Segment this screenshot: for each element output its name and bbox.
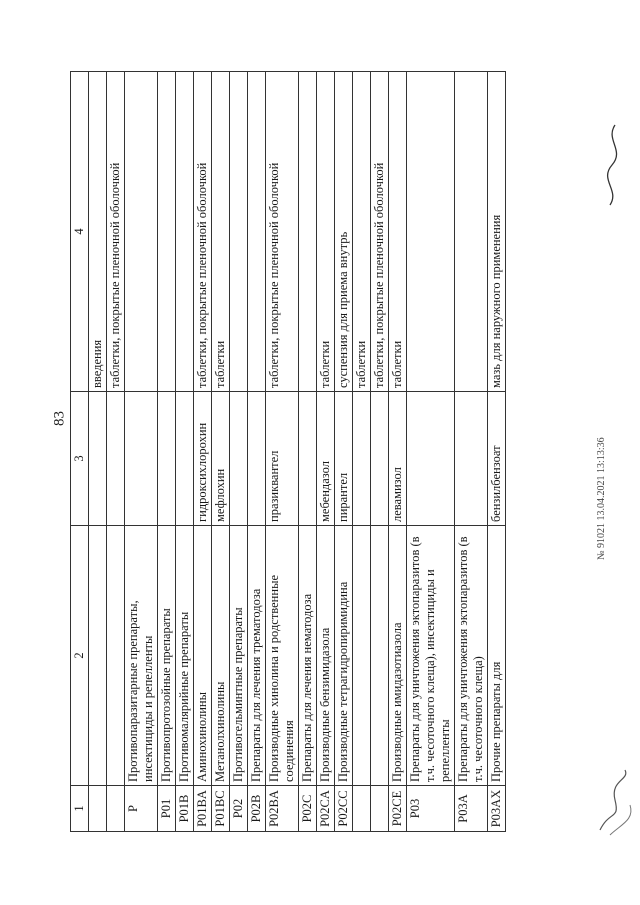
cell-form xyxy=(176,72,194,392)
table-row xyxy=(299,72,317,832)
cell-form: таблетки, покрытые пленочной оболочкой xyxy=(371,72,389,392)
table-row xyxy=(335,72,353,832)
cell-group: Производные бензимидазола xyxy=(317,526,335,786)
column-header: 3 xyxy=(71,392,89,526)
column-header: 2 xyxy=(71,526,89,786)
cell-code: P02BA xyxy=(266,786,299,832)
cell-group: Противопаразитарные препараты, инсектициды и репелленты xyxy=(125,526,158,786)
document-stamp-footer: № 91021 13.04.2021 13:13:36 xyxy=(596,437,607,560)
cell-group: Противомалярийные препараты xyxy=(176,526,194,786)
table-row xyxy=(266,72,299,832)
stamp-mark xyxy=(590,760,640,840)
cell-group xyxy=(89,526,107,786)
cell-group: Препараты для уничтожения эктопаразитов (в т.ч. чесоточного клеща) xyxy=(455,526,488,786)
cell-form: таблетки xyxy=(212,72,230,392)
cell-form: таблетки xyxy=(389,72,407,392)
cell-code: P02CA xyxy=(317,786,335,832)
cell-code xyxy=(371,786,389,832)
column-header: 1 xyxy=(71,786,89,832)
table-row xyxy=(488,72,506,832)
cell-code: P03AX xyxy=(488,786,506,832)
cell-form xyxy=(230,72,248,392)
table-row xyxy=(89,72,107,832)
table-body xyxy=(89,72,506,832)
cell-form: таблетки, покрытые пленочной оболочкой xyxy=(107,72,125,392)
cell-code xyxy=(353,786,371,832)
cell-inn xyxy=(248,392,266,526)
table-row xyxy=(194,72,212,832)
cell-form: суспензия для приема внутрь xyxy=(335,72,353,392)
cell-group xyxy=(371,526,389,786)
table-row xyxy=(248,72,266,832)
cell-inn xyxy=(407,392,455,526)
cell-inn xyxy=(89,392,107,526)
cell-code: P01B xyxy=(176,786,194,832)
cell-inn: мебендазол xyxy=(317,392,335,526)
cell-form xyxy=(125,72,158,392)
cell-group: Производные хинолина и родственные соединения xyxy=(266,526,299,786)
signature-mark xyxy=(600,120,630,210)
cell-group: Производные тетрагидропиримидина xyxy=(335,526,353,786)
table-row xyxy=(371,72,389,832)
cell-form: мазь для наружного применения xyxy=(488,72,506,392)
cell-code: P02B xyxy=(248,786,266,832)
cell-code: P02 xyxy=(230,786,248,832)
cell-form: таблетки xyxy=(317,72,335,392)
cell-form xyxy=(455,72,488,392)
drug-table xyxy=(70,71,506,832)
cell-inn: празиквантел xyxy=(266,392,299,526)
cell-group: Производные имидазотиазола xyxy=(389,526,407,786)
cell-inn: гидроксихлорохин xyxy=(194,392,212,526)
cell-inn xyxy=(125,392,158,526)
cell-inn: мефлохин xyxy=(212,392,230,526)
table-row xyxy=(176,72,194,832)
table-row xyxy=(107,72,125,832)
cell-group: Прочие препараты для xyxy=(488,526,506,786)
cell-group xyxy=(107,526,125,786)
cell-inn xyxy=(158,392,176,526)
table-row xyxy=(317,72,335,832)
cell-group xyxy=(353,526,371,786)
cell-group: Аминохинолины xyxy=(194,526,212,786)
cell-form xyxy=(299,72,317,392)
cell-code: P xyxy=(125,786,158,832)
cell-form: таблетки xyxy=(353,72,371,392)
table-row xyxy=(212,72,230,832)
cell-form: введения xyxy=(89,72,107,392)
cell-form xyxy=(248,72,266,392)
cell-form xyxy=(158,72,176,392)
cell-form xyxy=(407,72,455,392)
cell-code: P01BC xyxy=(212,786,230,832)
cell-group: Противопротозойные препараты xyxy=(158,526,176,786)
cell-inn xyxy=(371,392,389,526)
cell-inn xyxy=(230,392,248,526)
cell-code: P02CC xyxy=(335,786,353,832)
cell-group: Препараты для уничтожения эктопаразитов (в т.ч. чесоточного клеща), инсектициды и репелленты xyxy=(407,526,455,786)
table-row xyxy=(407,72,455,832)
rotated-page-content xyxy=(70,72,570,832)
page-number: 83 xyxy=(51,411,68,426)
cell-inn xyxy=(299,392,317,526)
table-row xyxy=(125,72,158,832)
cell-code: P03 xyxy=(407,786,455,832)
cell-code: P02CE xyxy=(389,786,407,832)
cell-group: Противогельминтные препараты xyxy=(230,526,248,786)
table-header-row xyxy=(71,72,89,832)
cell-group: Препараты для лечения трематодоза xyxy=(248,526,266,786)
cell-inn xyxy=(107,392,125,526)
cell-code: P03A xyxy=(455,786,488,832)
cell-inn: левамизол xyxy=(389,392,407,526)
cell-group: Метанолхинолины xyxy=(212,526,230,786)
table-row xyxy=(158,72,176,832)
table-row xyxy=(230,72,248,832)
cell-form: таблетки, покрытые пленочной оболочкой xyxy=(266,72,299,392)
cell-code: P01 xyxy=(158,786,176,832)
cell-inn: пирантел xyxy=(335,392,353,526)
table-row xyxy=(389,72,407,832)
table-row xyxy=(455,72,488,832)
cell-inn xyxy=(176,392,194,526)
table-row xyxy=(353,72,371,832)
cell-inn xyxy=(353,392,371,526)
cell-code xyxy=(107,786,125,832)
cell-inn xyxy=(455,392,488,526)
column-header: 4 xyxy=(71,72,89,392)
cell-code: P02C xyxy=(299,786,317,832)
cell-inn: бензилбензоат xyxy=(488,392,506,526)
cell-group: Препараты для лечения нематодоза xyxy=(299,526,317,786)
cell-form: таблетки, покрытые пленочной оболочкой xyxy=(194,72,212,392)
cell-code: P01BA xyxy=(194,786,212,832)
cell-code xyxy=(89,786,107,832)
